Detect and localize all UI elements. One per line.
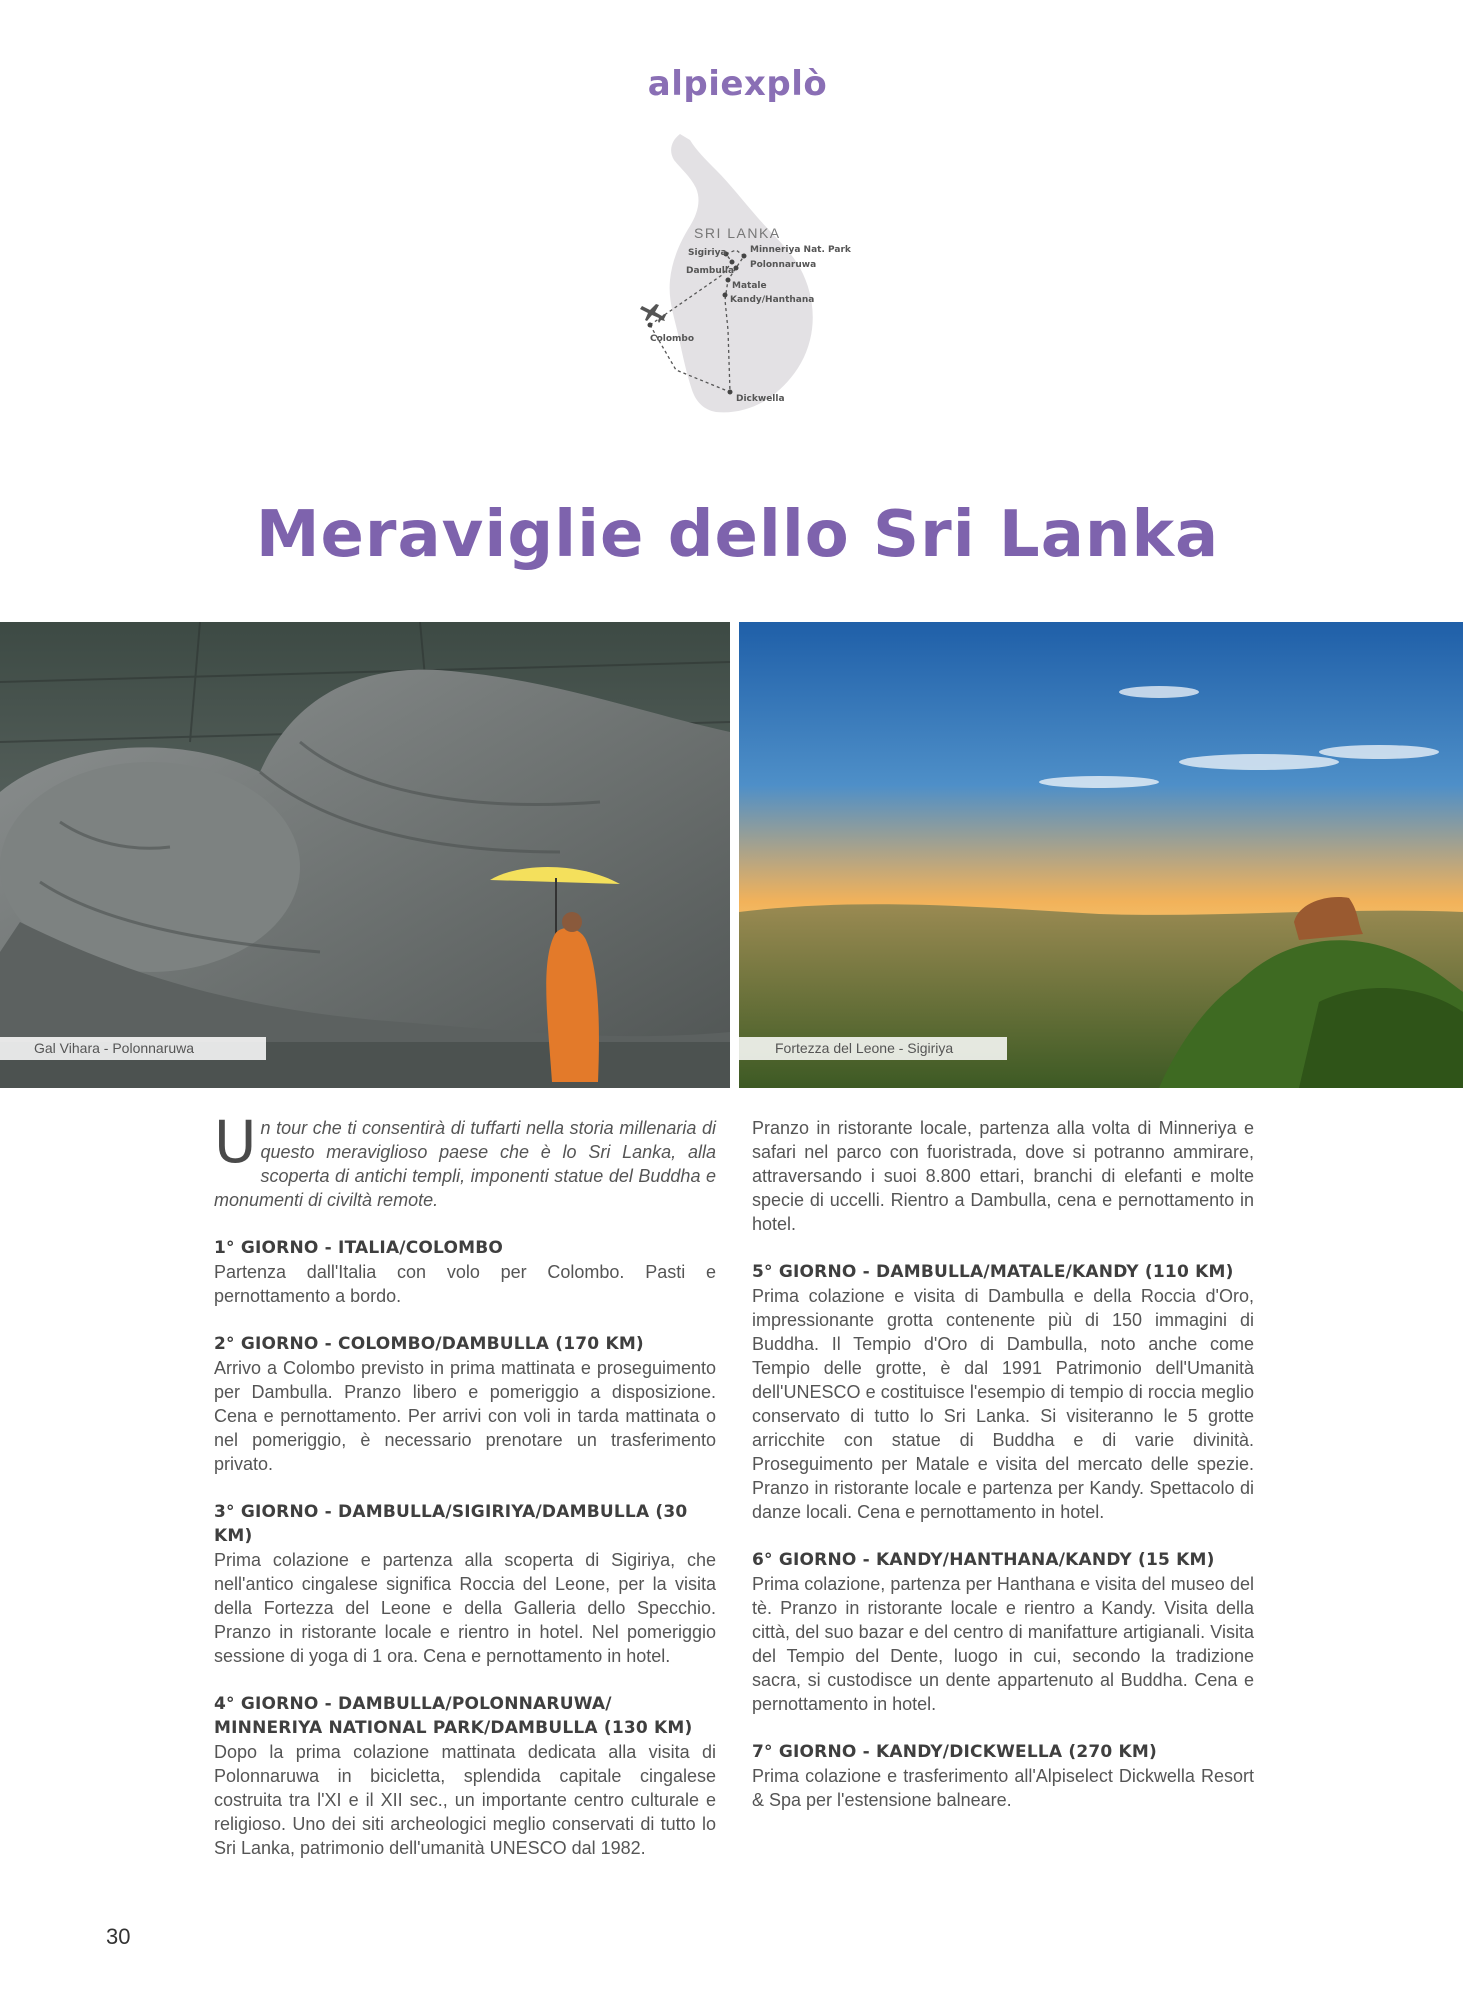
dropcap-letter: U: [214, 1108, 257, 1176]
day-text: Prima colazione e trasferimento all'Alpiselect Dickwella Resort & Spa per l'estensione balneare.: [752, 1766, 1254, 1810]
map-label-dickwella: Dickwella: [736, 394, 785, 404]
map-graphic: [620, 130, 880, 420]
map-country-label: SRI LANKA: [694, 225, 781, 241]
itinerary-column-left: [214, 1108, 716, 1884]
day-7: [752, 1740, 1254, 1812]
day-heading: 3° GIORNO - DAMBULLA/SIGIRIYA/DAMBULLA (30 KM): [214, 1502, 688, 1546]
itinerary-column-right: [752, 1116, 1254, 1836]
day-text: Prima colazione e visita di Dambulla e della Roccia d'Oro, impressionante grotta contenente più di 150 immagini di Buddha. Il Tempio d'Oro di Dambulla, noto anche come Tempio delle grotte, è dal 1991 Patrimonio dell'Umanità dell'UNESCO e costituisce l'esempio di tempio di roccia meglio conservato di tutto lo Sri Lanka. Si visiteranno le 5 grotte arricchite con statue di Buddha e di varie divinità. Proseguimento per Matale e visita del mercato delle spezie. Pranzo in ristorante locale e partenza per Kandy. Spettacolo di danze locali. Cena e pernottamento in hotel.: [752, 1286, 1254, 1522]
map-label-dambulla: Dambulla: [686, 266, 735, 276]
map-label-matale: Matale: [732, 281, 767, 291]
photo-sigiriya: [739, 622, 1463, 1088]
day-heading: 5° GIORNO - DAMBULLA/MATALE/KANDY (110 KM): [752, 1262, 1234, 1282]
brand-logo: alpiexplò: [647, 64, 828, 104]
plane-icon: [640, 304, 666, 323]
day-5: [752, 1260, 1254, 1524]
day-text: Partenza dall'Italia con volo per Colombo. Pasti e pernottamento a bordo.: [214, 1262, 716, 1306]
day-heading: 1° GIORNO - ITALIA/COLOMBO: [214, 1238, 504, 1258]
sri-lanka-map: [620, 130, 880, 420]
day-text: Prima colazione e partenza alla scoperta di Sigiriya, che nell'antico cingalese significa Roccia del Leone, per la visita della Fortezza del Leone e della Galleria dello Specchio. Pranzo in ristorante locale e rientro in hotel. Nel pomeriggio sessione di yoga di 1 ora. Cena e pernottamento in hotel.: [214, 1550, 716, 1666]
day-1: [214, 1236, 716, 1308]
day-heading: 4° GIORNO - DAMBULLA/POLONNARUWA/ MINNERIYA NATIONAL PARK/DAMBULLA (130 KM): [214, 1694, 693, 1738]
day-text: Arrivo a Colombo previsto in prima mattinata e proseguimento per Dambulla. Pranzo libero e pomeriggio a disposizione. Cena e pernottamento. Per arrivi con voli in tarda mattinata o nel pomeriggio, è necessario prenotare un trasferimento privato.: [214, 1358, 716, 1474]
sigiriya-image: [739, 622, 1463, 1088]
day-heading: 2° GIORNO - COLOMBO/DAMBULLA (170 KM): [214, 1334, 644, 1354]
day-4: [214, 1692, 716, 1860]
page-title: Meraviglie dello Sri Lanka: [255, 498, 1220, 572]
map-label-colombo: Colombo: [650, 334, 695, 344]
day-2: [214, 1332, 716, 1476]
intro-text: n tour che ti consentirà di tuffarti nella storia millenaria di questo meraviglioso paese che è lo Sri Lanka, alla scoperta di antichi templi, imponenti statue del Buddha e monumenti di civiltà remote.: [214, 1118, 716, 1210]
caption-right: Fortezza del Leone - Sigiriya: [739, 1037, 1007, 1060]
buddha-image: [0, 622, 730, 1088]
day-heading: 6° GIORNO - KANDY/HANTHANA/KANDY (15 KM): [752, 1550, 1215, 1570]
day-3: [214, 1500, 716, 1668]
intro-paragraph: [214, 1108, 716, 1212]
map-label-kandy: Kandy/Hanthana: [730, 295, 815, 305]
caption-left: Gal Vihara - Polonnaruwa: [0, 1037, 266, 1060]
map-label-sigiriya: Sigiriya: [688, 248, 727, 258]
day-text: Prima colazione, partenza per Hanthana e visita del museo del tè. Pranzo in ristorante locale e rientro a Kandy. Visita della città, del suo bazar e del centro di manifatture artigianali. Visita del Tempio del Dente, luogo in cui, secondo la tradizione sacra, si custodisce un dente appartenuto al Buddha. Cena e pernottamento in hotel.: [752, 1574, 1254, 1714]
day-4-continued: Pranzo in ristorante locale, partenza alla volta di Minneriya e safari nel parco con fuoristrada, dove si potranno ammirare, attraversando i suoi 8.800 ettari, branchi di elefanti e molte specie di uccelli. Rientro a Dambulla, cena e pernottamento in hotel.: [752, 1118, 1254, 1234]
day-text: Dopo la prima colazione mattinata dedicata alla visita di Polonnaruwa in bicicletta, splendida capitale cingalese costruita tra l'XI e il XII sec., un importante centro culturale e religioso. Uno dei siti archeologici meglio conservati di tutto lo Sri Lanka, patrimonio dell'umanità UNESCO dal 1982.: [214, 1742, 716, 1858]
day-heading: 7° GIORNO - KANDY/DICKWELLA (270 KM): [752, 1742, 1158, 1762]
map-label-polonnaruwa: Polonnaruwa: [750, 260, 817, 270]
day-6: [752, 1548, 1254, 1716]
map-label-minneriya: Minneriya Nat. Park: [750, 245, 851, 255]
photo-gal-vihara: [0, 622, 730, 1088]
page-number: 30: [106, 1924, 131, 1949]
